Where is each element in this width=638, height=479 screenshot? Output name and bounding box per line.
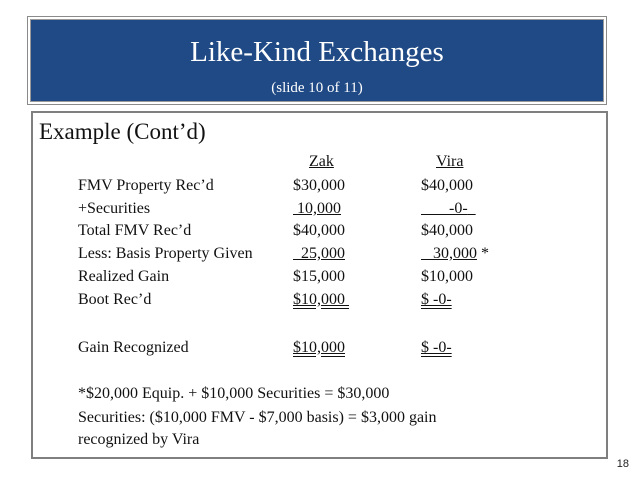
row-label: Realized Gain	[78, 268, 170, 285]
row-label: +Securities	[78, 200, 151, 217]
zak-value: 25,000	[301, 245, 345, 262]
zak-value: $10,000	[293, 291, 345, 308]
zak-value: $10,000	[293, 339, 345, 356]
vira-value: $ -0-	[421, 339, 452, 356]
page-number: 18	[616, 458, 629, 470]
footnote-line: Securities: ($10,000 FMV - $7,000 basis) = $3,000 gain	[78, 409, 437, 426]
zak-value: $40,000	[293, 222, 345, 239]
vira-value: $40,000	[421, 222, 473, 239]
zak-value: 10,000	[297, 200, 341, 217]
vira-value: $40,000	[421, 177, 473, 194]
column-header-vira: Vira	[436, 153, 464, 170]
vira-value: -0-	[449, 200, 468, 217]
row-label: Total FMV Rec’d	[78, 222, 192, 239]
column-header-zak: Zak	[309, 153, 334, 170]
footnote-line: recognized by Vira	[78, 431, 200, 448]
title-bar	[27, 16, 607, 105]
content-heading: Example (Cont’d)	[39, 119, 206, 144]
vira-value: 30,000 *	[433, 245, 489, 262]
row-label: FMV Property Rec’d	[78, 177, 214, 194]
footnote-line: *$20,000 Equip. + $10,000 Securities = $30,000	[78, 385, 390, 402]
vira-value: $10,000	[421, 268, 473, 285]
zak-value: $30,000	[293, 177, 345, 194]
content-box	[31, 111, 608, 459]
slide-subtitle: (slide 10 of 11)	[271, 80, 363, 96]
row-label: Boot Rec’d	[78, 291, 152, 308]
zak-value: $15,000	[293, 268, 345, 285]
slide-title: Like-Kind Exchanges	[190, 36, 444, 68]
vira-value: $ -0-	[421, 291, 452, 308]
row-label: Less: Basis Property Given	[78, 245, 253, 262]
row-label: Gain Recognized	[78, 339, 189, 356]
